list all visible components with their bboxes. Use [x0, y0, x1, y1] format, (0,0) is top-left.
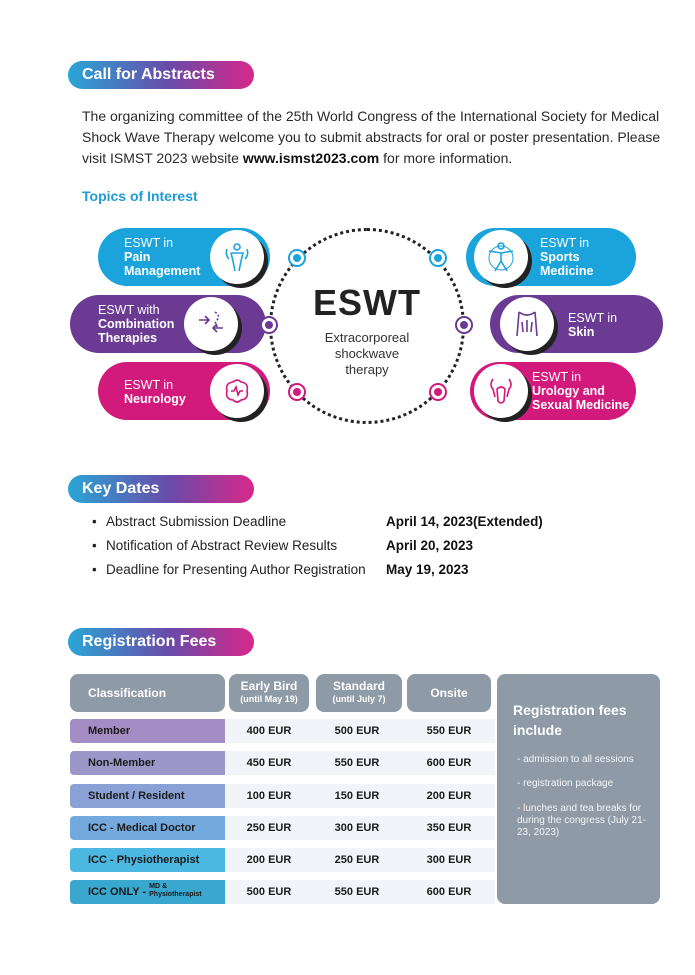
include-item: - registration package [517, 778, 614, 789]
topic-line: Medicine [540, 264, 594, 278]
topic-line: Skin [568, 325, 595, 339]
row-label-text: ICC - Physiotherapist [88, 854, 200, 866]
registration-fees-heading: Registration Fees [68, 628, 254, 656]
fee-cell-onsite: 550 EUR [426, 725, 472, 737]
bullet: • [92, 514, 97, 529]
header-onsite [407, 674, 491, 712]
topic-line: ESWT in [540, 236, 590, 250]
fees-include-box [497, 674, 660, 904]
topic-line: ESWT in [124, 378, 174, 392]
eswt-center-subtitle [269, 330, 465, 378]
date-label: Notification of Abstract Review Results [106, 538, 338, 553]
bullet: • [92, 538, 97, 553]
key-dates-heading: Key Dates [68, 475, 254, 503]
intro-paragraph [82, 106, 672, 169]
row-classification [70, 880, 225, 904]
fee-cell-onsite: 300 EUR [426, 854, 472, 866]
fee-cell-early: 200 EUR [246, 854, 292, 866]
topic-line: ESWT in [124, 236, 174, 250]
connector-dot [429, 249, 447, 267]
row-classification [70, 751, 225, 775]
fee-cell-early: 400 EUR [246, 725, 292, 737]
connector-dot [455, 316, 473, 334]
connector-dot [288, 383, 306, 401]
topic-line: ESWT with [98, 303, 160, 317]
header-label: Classification [88, 685, 167, 700]
fees-include-title [513, 700, 653, 740]
header-label: Onsite [430, 685, 468, 700]
date-label: Abstract Submission Deadline [106, 514, 287, 529]
subtitle-line: shockwave [334, 346, 400, 361]
header-early-bird [229, 674, 309, 712]
fee-cell-standard: 250 EUR [334, 854, 380, 866]
connector-dot [288, 249, 306, 267]
row-classification [70, 816, 225, 840]
topics-of-interest-title: Topics of Interest [82, 188, 198, 204]
brain-icon [210, 364, 264, 418]
fee-cell-standard: 150 EUR [334, 790, 380, 802]
fee-cell-early: 250 EUR [246, 822, 292, 834]
call-for-abstracts-heading: Call for Abstracts [68, 61, 254, 89]
athlete-icon [474, 230, 528, 284]
fee-cell-early: 100 EUR [246, 790, 292, 802]
row-label-text: ICC ONLY - [88, 886, 150, 898]
header-note: (until May 19) [240, 694, 298, 704]
title-line: include [513, 722, 563, 738]
connector-dot [260, 316, 278, 334]
fee-cell-standard: 500 EUR [334, 725, 380, 737]
topic-line: Urology and [532, 384, 605, 398]
topic-line: Pain [124, 250, 151, 264]
fee-cell-standard: 550 EUR [334, 757, 380, 769]
topic-line: ESWT in [568, 311, 618, 325]
combination-arrows-icon [184, 297, 238, 351]
topic-line: ESWT in [532, 370, 582, 384]
bullet: • [92, 562, 97, 577]
pain-body-icon [210, 230, 264, 284]
fee-cell-early: 500 EUR [246, 886, 292, 898]
row-label-note [149, 883, 202, 899]
header-label: Standard [332, 679, 385, 693]
topic-line: Therapies [98, 331, 158, 345]
date-value: April 20, 2023 [386, 538, 474, 553]
row-label-text: ICC - Medical Doctor [88, 822, 196, 834]
topic-line: Sports [540, 250, 580, 264]
intro-text-end: for more information. [379, 150, 513, 166]
row-label-text: Student / Resident [88, 790, 185, 802]
topic-line: Neurology [124, 392, 186, 406]
fee-cell-standard: 550 EUR [334, 886, 380, 898]
row-label-text: Member [88, 725, 131, 737]
row-classification [70, 719, 225, 743]
date-label: Deadline for Presenting Author Registration [106, 562, 366, 577]
include-item: - lunches and tea breaks for during the congress (July 21-23, 2023) [517, 803, 646, 838]
header-classification [70, 674, 225, 712]
eswt-center-title: ESWT [313, 282, 421, 323]
topic-line: Sexual Medicine [532, 398, 630, 412]
include-item: - admission to all sessions [517, 754, 634, 765]
topic-line: Combination [98, 317, 175, 331]
intro-text: The organizing committee of the 25th World Congress of the International Society for Medical Shock Wave Therapy welcome you to submit abstracts for oral or poster presentation. Please visit ISMST 2023 website [82, 108, 661, 166]
title-line: Registration fees [513, 702, 627, 718]
row-classification [70, 848, 225, 872]
row-label-text: Non-Member [88, 757, 156, 769]
header-note: (until July 7) [332, 694, 386, 704]
date-value: May 19, 2023 [386, 562, 469, 577]
header-label: Early Bird [240, 679, 298, 693]
row-classification [70, 784, 225, 808]
topic-line: Management [124, 264, 201, 278]
fee-cell-onsite: 600 EUR [426, 886, 472, 898]
torso-skin-icon [500, 297, 554, 351]
connector-dot [429, 383, 447, 401]
subtitle-line: Extracorporeal [324, 330, 410, 345]
fee-cell-standard: 300 EUR [334, 822, 380, 834]
urology-icon [474, 364, 528, 418]
note-line: MD & [149, 883, 168, 891]
note-line: Physiotherapist [149, 891, 202, 899]
fee-cell-early: 450 EUR [246, 757, 292, 769]
fee-cell-onsite: 350 EUR [426, 822, 472, 834]
website-link[interactable]: www.ismst2023.com [242, 150, 380, 166]
date-value: April 14, 2023(Extended) [386, 514, 543, 529]
fee-cell-onsite: 200 EUR [426, 790, 472, 802]
fee-cell-onsite: 600 EUR [426, 757, 472, 769]
subtitle-line: therapy [345, 362, 389, 377]
header-standard [316, 674, 402, 712]
